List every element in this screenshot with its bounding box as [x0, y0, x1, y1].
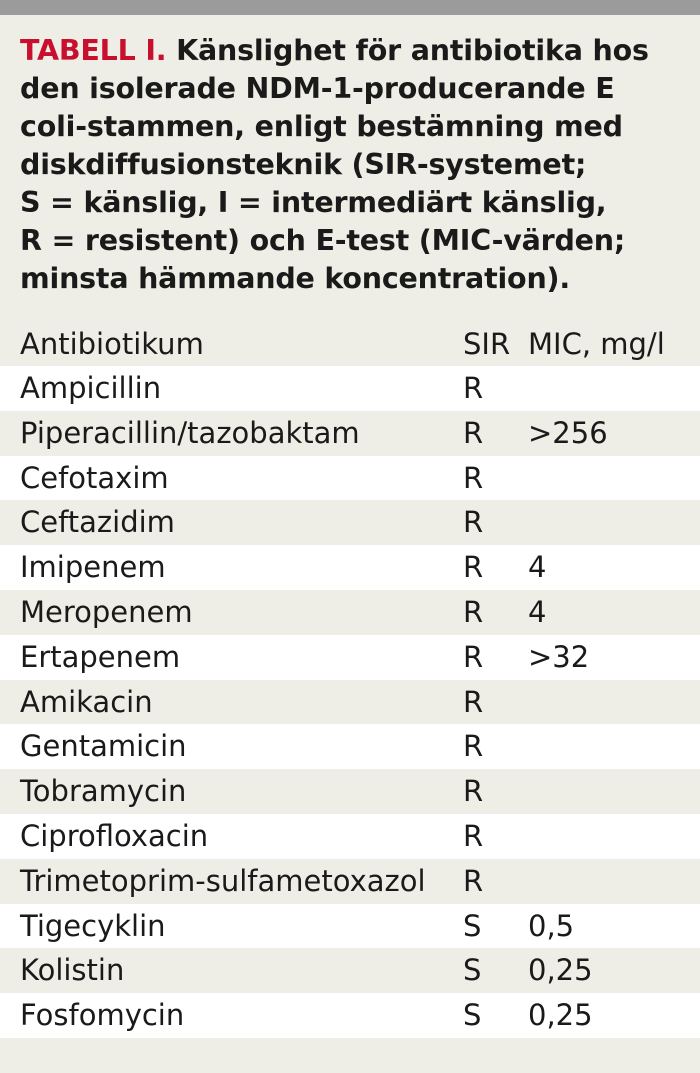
cell-sir: R [463, 550, 484, 585]
cell-sir: R [463, 460, 484, 495]
table-row [0, 590, 700, 635]
cell-sir: R [463, 639, 484, 674]
column-header-antibiotic: Antibiotikum [20, 327, 204, 361]
table-row [0, 545, 700, 590]
cell-mic: >256 [528, 415, 608, 450]
cell-mic: 4 [528, 550, 547, 585]
cell-sir: R [463, 774, 484, 809]
cell-antibiotic: Tobramycin [20, 774, 187, 809]
table-header-row [0, 322, 700, 366]
cell-antibiotic: Ciprofloxacin [20, 818, 209, 853]
table-row [0, 456, 700, 501]
table-row [0, 993, 700, 1038]
caption-line: minsta hämmande koncentration). [20, 262, 570, 295]
caption-line: S = känslig, I = intermediärt känslig, [20, 186, 607, 219]
table-row [0, 814, 700, 859]
cell-antibiotic: Imipenem [20, 550, 166, 585]
cell-antibiotic: Ceftazidim [20, 505, 175, 540]
cell-mic: 0,5 [528, 908, 575, 943]
caption-line: Känslighet för antibiotika hos [166, 34, 649, 67]
table-row [0, 769, 700, 814]
cell-antibiotic: Trimetoprim-sulfametoxazol [20, 863, 426, 898]
cell-antibiotic: Amikacin [20, 684, 153, 719]
table-row [0, 859, 700, 904]
table-caption [20, 32, 690, 298]
cell-antibiotic: Tigecyklin [20, 908, 166, 943]
cell-sir: S [463, 998, 482, 1033]
cell-antibiotic: Cefotaxim [20, 460, 169, 495]
cell-sir: R [463, 505, 484, 540]
cell-sir: R [463, 371, 484, 405]
cell-sir: S [463, 908, 482, 943]
cell-antibiotic: Ertapenem [20, 639, 181, 674]
cell-sir: R [463, 729, 484, 764]
cell-mic: 0,25 [528, 953, 593, 988]
table-body [0, 366, 700, 1038]
cell-mic: 0,25 [528, 998, 593, 1033]
caption-line: diskdiffusionsteknik (SIR-systemet; [20, 148, 587, 181]
cell-sir: R [463, 594, 484, 629]
cell-antibiotic: Piperacillin/tazobaktam [20, 415, 360, 450]
cell-mic: 4 [528, 594, 547, 629]
cell-antibiotic: Kolistin [20, 953, 125, 988]
column-header-sir: SIR [463, 327, 511, 361]
top-divider-bar [0, 0, 700, 15]
caption-label: TABELL I. [20, 34, 167, 67]
cell-sir: R [463, 415, 484, 450]
table-row [0, 724, 700, 769]
cell-antibiotic: Gentamicin [20, 729, 187, 764]
table-row [0, 948, 700, 993]
cell-mic: >32 [528, 639, 590, 674]
cell-antibiotic: Ampicillin [20, 371, 162, 405]
caption-line: R = resistent) och E-test (MIC-värden; [20, 224, 626, 257]
caption-line: coli-stammen, enligt bestämning med [20, 110, 623, 143]
cell-antibiotic: Meropenem [20, 594, 193, 629]
table-row [0, 411, 700, 456]
table-row [0, 635, 700, 680]
cell-antibiotic: Fosfomycin [20, 998, 185, 1033]
cell-sir: R [463, 684, 484, 719]
column-header-mic: MIC, mg/l [528, 327, 665, 361]
table-row [0, 904, 700, 949]
table-row [0, 366, 700, 411]
table-row [0, 500, 700, 545]
cell-sir: R [463, 863, 484, 898]
cell-sir: R [463, 818, 484, 853]
cell-sir: S [463, 953, 482, 988]
table-row [0, 680, 700, 725]
caption-line: den isolerade NDM-1-producerande E [20, 72, 615, 105]
